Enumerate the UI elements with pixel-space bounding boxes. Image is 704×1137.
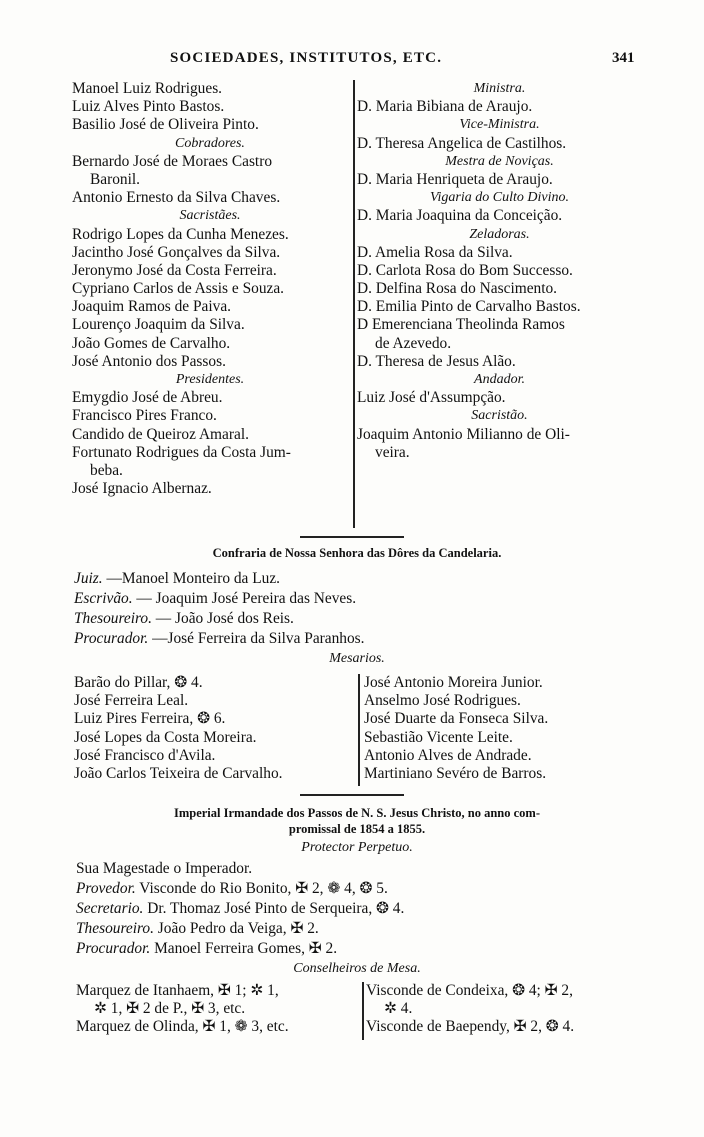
member-line: de Azevedo. xyxy=(375,334,452,352)
conselheiros-right xyxy=(366,982,646,1037)
member-line: Visconde de Condeixa, ❂ 4; ✠ 2, xyxy=(366,982,573,999)
irmandade-subtitle: promissal de 1854 a 1855. xyxy=(288,822,426,836)
officer-role: Escrivão. xyxy=(74,590,133,607)
officer-line xyxy=(76,900,404,918)
member-line: Fortunato Rodrigues da Costa Jum- xyxy=(72,443,291,461)
confraria-title: Confraria de Nossa Senhora das Dôres da Candelaria. xyxy=(212,546,502,560)
officer-role: Procurador. xyxy=(74,630,149,647)
member-line: Candido de Queiroz Amaral. xyxy=(72,425,249,443)
member-line: beba. xyxy=(90,461,123,479)
officer-role: Procurador. xyxy=(76,940,151,957)
member-line: Manoel Luiz Rodrigues. xyxy=(72,80,223,97)
section-heading: Mesarios. xyxy=(329,651,385,666)
member-line: Luiz Alves Pinto Bastos. xyxy=(72,98,225,116)
member-line: D. Maria Bibiana de Araujo. xyxy=(357,98,533,116)
section-heading: Conselheiros de Mesa. xyxy=(293,961,421,976)
member-line: D. Emilia Pinto de Carvalho Bastos. xyxy=(357,298,581,316)
member-line: José Francisco d'Avila. xyxy=(74,746,216,764)
member-line: D. Carlota Rosa do Bom Successo. xyxy=(357,261,573,279)
running-title: SOCIEDADES, INSTITUTOS, ETC. xyxy=(170,50,443,66)
member-line: Barão do Pillar, ❂ 4. xyxy=(74,674,203,691)
member-line: D Emerenciana Theolinda Ramos xyxy=(357,316,565,334)
officer-name: Dr. Thomaz José Pinto de Serqueira, ❂ 4. xyxy=(143,900,405,917)
top-right-column xyxy=(357,80,642,462)
officer-line xyxy=(74,610,294,628)
member-line: Emygdio José de Abreu. xyxy=(72,389,223,407)
member-line: D. Delfina Rosa do Nascimento. xyxy=(357,280,558,298)
member-line: D. Maria Joaquina da Conceição. xyxy=(357,207,563,225)
mesarios-right xyxy=(364,674,634,783)
member-line: José Lopes da Costa Moreira. xyxy=(74,728,257,746)
page-header xyxy=(0,50,704,72)
officer-name: João Pedro da Veiga, ✠ 2. xyxy=(153,920,319,937)
page-number: 341 xyxy=(612,50,635,66)
member-line: Antonio Alves de Andrade. xyxy=(364,746,532,764)
column-divider xyxy=(353,80,355,528)
member-line: Joaquim Ramos de Paiva. xyxy=(72,298,232,316)
section-heading: Vice-Ministra. xyxy=(459,117,540,133)
member-line: Sua Magestade o Imperador. xyxy=(76,860,253,877)
member-line: ✲ 1, ✠ 2 de P., ✠ 3, etc. xyxy=(94,1000,246,1018)
member-line: José Ferreira Leal. xyxy=(74,692,189,710)
officer-name: — Joaquim José Pereira das Neves. xyxy=(132,590,357,607)
section-heading: Presidentes. xyxy=(175,372,245,387)
officer-line xyxy=(74,570,280,588)
section-divider xyxy=(300,536,404,538)
mesarios-left xyxy=(74,674,354,783)
member-line: Cypriano Carlos de Assis e Souza. xyxy=(72,280,285,298)
member-line: Jeronymo José da Costa Ferreira. xyxy=(72,261,277,279)
member-line: Visconde de Baependy, ✠ 2, ❂ 4. xyxy=(366,1018,575,1036)
officer-line xyxy=(74,590,356,608)
irmandade-title: Imperial Irmandade dos Passos de N. S. Jesus Christo, no anno com- xyxy=(173,806,540,820)
member-line: José Antonio dos Passos. xyxy=(72,352,226,370)
member-line: João Gomes de Carvalho. xyxy=(72,334,231,352)
top-left-column xyxy=(72,80,348,498)
member-line: D. Amelia Rosa da Silva. xyxy=(357,243,513,261)
section-divider xyxy=(300,794,404,796)
member-line: José Ignacio Albernaz. xyxy=(72,480,212,498)
member-line: D. Theresa de Jesus Alão. xyxy=(357,352,516,370)
member-line: Joaquim Antonio Milianno de Oli- xyxy=(357,425,570,443)
member-line: João Carlos Teixeira de Carvalho. xyxy=(74,764,283,782)
member-line: Basilio José de Oliveira Pinto. xyxy=(72,116,259,134)
member-line: ✲ 4. xyxy=(384,1000,413,1018)
member-line: Francisco Pires Franco. xyxy=(72,407,217,425)
section-heading: Sacristães. xyxy=(179,208,241,224)
officer-name: —Manoel Monteiro da Luz. xyxy=(102,570,281,587)
member-line: Antonio Ernesto da Silva Chaves. xyxy=(72,189,281,207)
member-line: veira. xyxy=(375,443,410,461)
section-heading: Zeladoras. xyxy=(469,226,530,242)
officer-role: Provedor. xyxy=(76,880,136,897)
officer-role: Thesoureiro. xyxy=(76,920,154,937)
member-line: Marquez de Olinda, ✠ 1, ❁ 3, etc. xyxy=(76,1018,289,1036)
section-heading: Vigaria do Culto Divino. xyxy=(430,190,569,206)
officer-name: Visconde do Rio Bonito, ✠ 2, ❁ 4, ❂ 5. xyxy=(135,880,388,897)
section-heading: Andador. xyxy=(474,372,525,387)
member-line: Luiz Pires Ferreira, ❂ 6. xyxy=(74,710,226,728)
member-line: Martiniano Sevéro de Barros. xyxy=(364,764,547,782)
section-heading: Mestra de Noviças. xyxy=(445,153,554,169)
member-line: Lourenço Joaquim da Silva. xyxy=(72,316,245,334)
officer-role: Secretario. xyxy=(76,900,144,917)
member-line: Baronil. xyxy=(90,170,141,188)
officer-line xyxy=(76,940,337,958)
section-heading: Protector Perpetuo. xyxy=(301,840,413,855)
officer-name: — João José dos Reis. xyxy=(151,610,294,627)
officer-name: —José Ferreira da Silva Paranhos. xyxy=(148,630,365,647)
member-line: Jacintho José Gonçalves da Silva. xyxy=(72,243,281,261)
officer-line xyxy=(74,630,365,648)
member-line: D. Theresa Angelica de Castilhos. xyxy=(357,134,567,152)
member-line: D. Maria Henriqueta de Araujo. xyxy=(357,170,553,188)
officer-role: Thesoureiro. xyxy=(74,610,152,627)
member-line: Luiz José d'Assumpção. xyxy=(357,389,506,407)
section-heading: Ministra. xyxy=(473,81,526,96)
officer-line xyxy=(76,880,388,898)
member-line: Sebastião Vicente Leite. xyxy=(364,728,513,746)
officer-role: Juiz. xyxy=(74,570,103,587)
section-heading: Sacristão. xyxy=(471,408,528,424)
officer-line xyxy=(76,920,319,938)
officer-name: Manoel Ferreira Gomes, ✠ 2. xyxy=(150,940,338,957)
member-line: Anselmo José Rodrigues. xyxy=(364,692,521,710)
member-line: Bernardo José de Moraes Castro xyxy=(72,152,273,170)
section-heading: Cobradores. xyxy=(175,135,245,151)
member-line: José Duarte da Fonseca Silva. xyxy=(364,710,549,728)
member-line: José Antonio Moreira Junior. xyxy=(364,674,543,691)
member-line: Marquez de Itanhaem, ✠ 1; ✲ 1, xyxy=(76,982,279,999)
member-line: Rodrigo Lopes da Cunha Menezes. xyxy=(72,225,289,243)
column-divider xyxy=(362,982,364,1040)
conselheiros-left xyxy=(76,982,358,1037)
column-divider xyxy=(358,674,360,786)
